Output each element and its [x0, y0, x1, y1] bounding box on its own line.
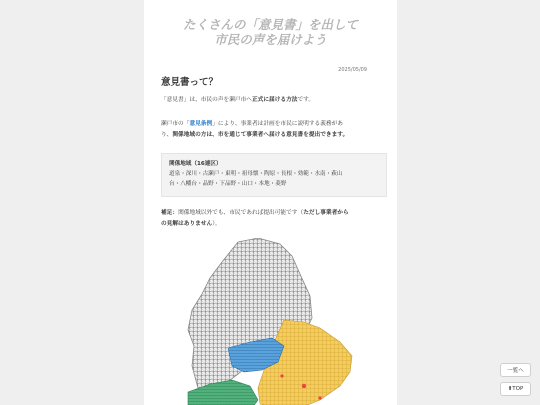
- related-areas-line-1: 道泉・深川・古瀬戸・東明・祖母懐・陶原・長根・効範・水南・萩山: [169, 171, 343, 177]
- page-title: [144, 17, 397, 47]
- intro-emphasis: 正式に届ける方法: [252, 97, 298, 103]
- intro-text: 「意見書」は、市民の声を瀬戸市へ: [161, 97, 252, 103]
- related-areas-box: [161, 153, 387, 197]
- ordinance-link[interactable]: 意見条例: [189, 121, 213, 127]
- map-red-mark: [280, 374, 283, 377]
- list-button[interactable]: 一覧へ: [500, 363, 531, 377]
- title-line-1: たくさんの「意見書」を出して: [182, 17, 358, 32]
- map-red-mark: [318, 396, 321, 399]
- related-areas-line-2: 台・八幡台・品野・下品野・山口・本地・菱野: [169, 181, 287, 187]
- note-paragraph: [161, 208, 383, 230]
- related-areas-title: 関係地域（16連区）: [169, 161, 222, 167]
- ordinance-text-cont: り、: [161, 132, 173, 138]
- ordinance-text-start: 瀬戸市の「: [161, 121, 190, 127]
- note-end: ）。: [212, 221, 221, 227]
- ordinance-text: 」により、事業者は計画を市民に説明する義務があ: [212, 121, 343, 127]
- ordinance-paragraph: [161, 119, 383, 141]
- post-date: 2025/05/09: [338, 67, 367, 73]
- ordinance-emphasis: 関係地域の方は、市を通じて事業者へ届ける意見書を提出できます。: [172, 132, 349, 138]
- note-emphasis-cont: の見解はありません: [161, 221, 213, 227]
- map-red-mark: [302, 384, 306, 388]
- back-to-top-button[interactable]: ⬆TOP: [500, 382, 531, 396]
- intro-end: です。: [297, 97, 315, 103]
- note-text: 関係地域以外でも、市民であれば提出可能です（: [178, 210, 304, 216]
- intro-paragraph: [161, 95, 383, 106]
- title-line-2: 市民の声を届けよう: [214, 32, 327, 47]
- note-label: 補足：: [161, 210, 179, 216]
- city-map-image: [180, 238, 360, 405]
- note-emphasis: ただし事業者から: [303, 210, 349, 216]
- section-heading: 意見書って？: [161, 77, 219, 88]
- article-page: [144, 0, 397, 405]
